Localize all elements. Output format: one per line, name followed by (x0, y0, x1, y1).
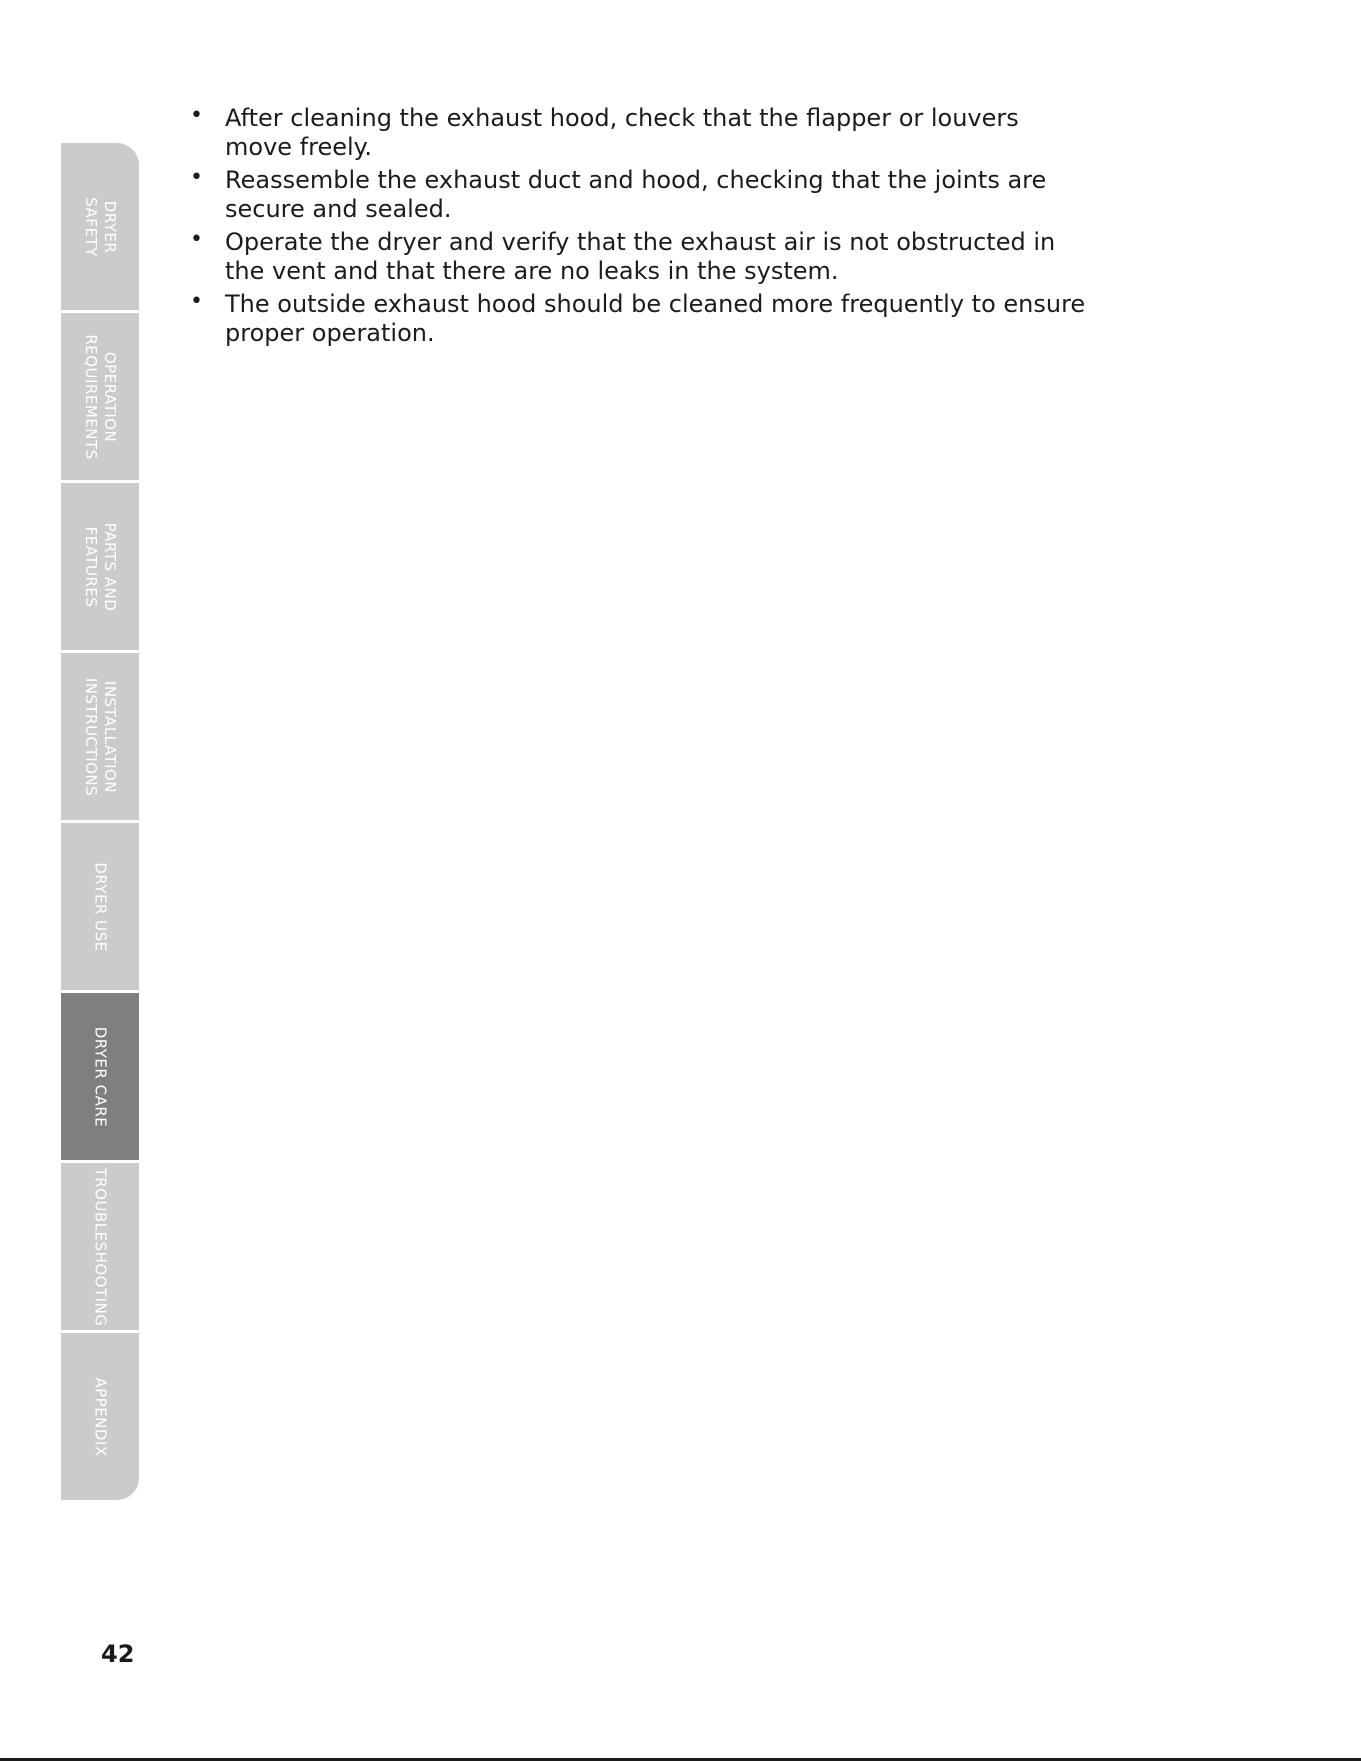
bullet-text (225, 166, 1186, 224)
bullet-line: Operate the dryer and verify that the exhaust air is not obstructed in (225, 228, 1056, 256)
tab-dryer-safety[interactable] (61, 143, 139, 310)
bullet-line: Reassemble the exhaust duct and hood, checking that the joints are (225, 166, 1047, 194)
tab-installation-instructions[interactable] (61, 653, 139, 820)
bullet-icon: • (190, 165, 203, 190)
bullet-icon: • (190, 289, 203, 314)
bullet-line: move freely. (225, 133, 373, 161)
tab-label: TROUBLESHOOTING (91, 1167, 110, 1326)
tab-label: DRYER USE (91, 861, 110, 952)
bullet-line: The outside exhaust hood should be cleaned more frequently to ensure (225, 290, 1086, 318)
tab-parts-and-features[interactable] (61, 483, 139, 650)
tab-label: DRYER SAFETY (82, 196, 119, 257)
tab-label: INSTALLATION INSTRUCTIONS (82, 677, 119, 796)
bullet-icon: • (190, 103, 203, 128)
bullet-line: proper operation. (225, 319, 435, 347)
main-content (186, 104, 1186, 352)
bullet-text (225, 290, 1186, 348)
page-number: 42 (101, 1640, 135, 1668)
tab-label: OPERATION REQUIREMENTS (82, 333, 119, 460)
bullet-line: After cleaning the exhaust hood, check that the flapper or louvers (225, 104, 1019, 132)
tab-dryer-care[interactable] (61, 993, 139, 1160)
tab-label: APPENDIX (91, 1376, 110, 1457)
bullet-line: the vent and that there are no leaks in the system. (225, 257, 839, 285)
tab-label: DRYER CARE (91, 1026, 110, 1127)
list-item (186, 290, 1186, 348)
bullet-line: secure and sealed. (225, 195, 452, 223)
list-item (186, 166, 1186, 224)
bullet-list (186, 104, 1186, 348)
bullet-icon: • (190, 227, 203, 252)
tab-appendix[interactable] (61, 1333, 139, 1500)
list-item (186, 104, 1186, 162)
bullet-text (225, 104, 1186, 162)
bullet-text (225, 228, 1186, 286)
tab-troubleshooting[interactable] (61, 1163, 139, 1330)
list-item (186, 228, 1186, 286)
tab-dryer-use[interactable] (61, 823, 139, 990)
tab-operation-requirements[interactable] (61, 313, 139, 480)
section-tabs (61, 143, 139, 1501)
tab-label: PARTS AND FEATURES (82, 522, 119, 611)
